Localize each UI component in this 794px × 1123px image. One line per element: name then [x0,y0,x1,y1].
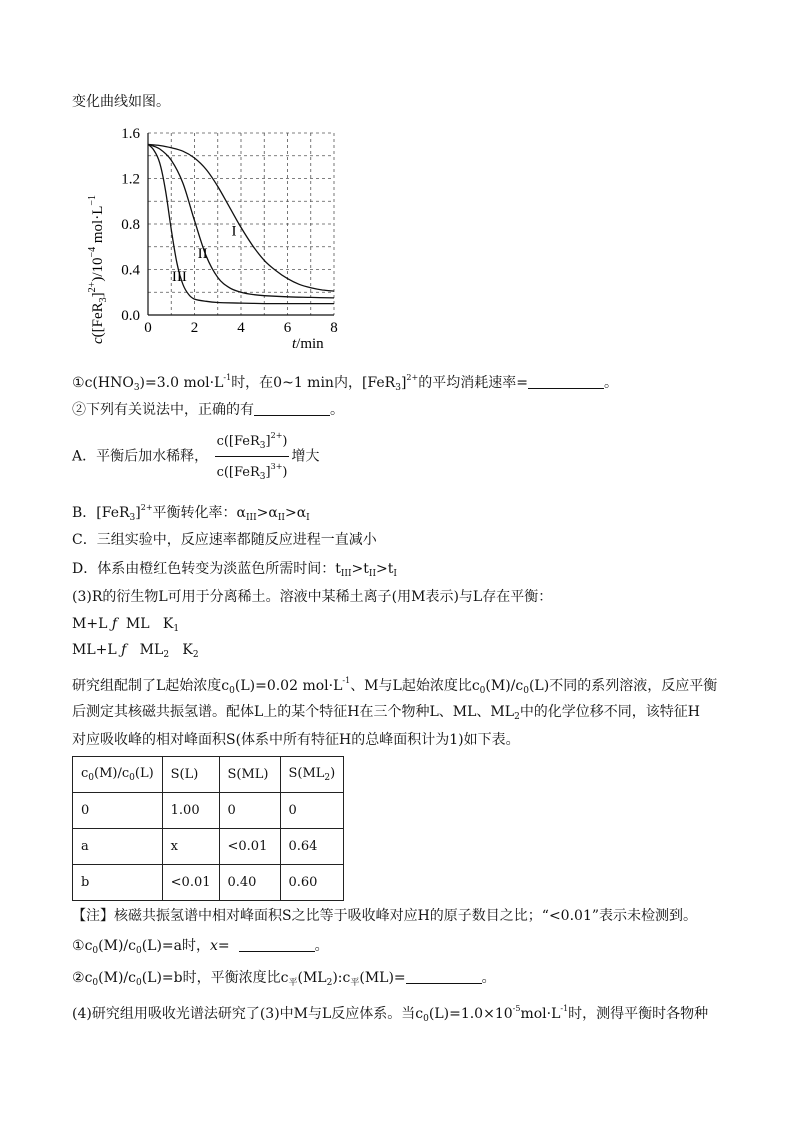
x-tick-label: 4 [237,320,245,336]
answer-blank-4[interactable] [406,969,482,984]
question-b: $②c_0(M)/c_0(L)=b$时，平衡浓度比$c_平(ML_2):c_平(ML)=$ 。 [72,970,496,988]
question-a: $①c_0(M)/c_0(L)=a$时，x= 。 [72,938,329,956]
concentration-time-chart [72,122,362,358]
y-axis-label: $c([FeR_3]^{2+})/10^{-4}$ $mol\cdot L^{-1}$ [87,194,109,344]
intro-text: 变化曲线如图。 [72,94,170,110]
answer-blank-2[interactable] [254,401,330,416]
x-tick-label: 2 [190,320,199,336]
x-axis-label: t/min [292,336,324,352]
option-b: B．$[FeR_3]^{2+}$平衡转化率：$\alpha_{III}>\alpha_{II}>\alpha_I$ [72,503,310,523]
header-s-l: S(L) [162,757,219,793]
option-a: A．平衡后加水稀释， $\frac{c([FeR_3]^{2+})}{c([FeR_3]^{3+})}$ 增大 [72,428,319,485]
paragraph-1: 研究组配制了L起始浓度$c_0(L)=0.02$ $mol\cdot L^{-1}$、M与L起始浓度比$c_0(M)/c_0(L)$不同的系列溶液，反应平衡 [72,676,718,696]
answer-blank-1[interactable] [528,374,604,389]
question-1: $①c(HNO_3)=3.0$ $mol\cdot L^{-1}$时，在0~1 min内，$[FeR_3]^{2+}$的平均消耗速率= 。 [72,373,618,393]
chart-grid [148,133,334,315]
y-tick-label: 0.8 [121,217,140,233]
table-row: a x <0.01 0.64 [73,829,344,865]
table-row: 0 1.00 0 0 [73,793,344,829]
note-text: 【注】核磁共振氢谱中相对峰面积S之比等于吸收峰对应H的原子数目之比；“<0.01”表示未检测到。 [72,908,698,924]
y-tick-label: 1.2 [121,171,140,188]
option-d: D．体系由橙红色转变为淡蓝色所需时间：$t_{III}>t_{II}>t_I$ [72,561,397,579]
series-label-i: I [231,223,237,240]
option-c: C．三组实验中，反应速率都随反应进程一直减小 [72,532,377,548]
x-tick-label: 8 [330,320,338,336]
series-label-ii: II [197,246,208,263]
header-ratio: $c_0(M)/c_0(L)$ [73,757,163,793]
peak-area-table [72,756,344,901]
ratio-fraction: $\frac{c([FeR_3]^{2+})}{c([FeR_3]^{3+})}$ [215,428,290,485]
header-s-ml: S(ML) [219,757,280,793]
x-tick-label: 0 [144,320,152,336]
paragraph-3: 对应吸收峰的相对峰面积S(体系中所有特征H的总峰面积计为1)如下表。 [72,732,520,748]
y-tick-label: 0.4 [121,262,140,279]
chart-tick-labels [121,126,338,336]
header-s-ml2: $S(ML_2)$ [280,757,344,793]
part-3-intro: (3)R的衍生物L可用于分离稀土。溶液中某稀土离子(用M表示)与L存在平衡： [72,589,553,605]
table-row: b <0.01 0.40 0.60 [73,865,344,901]
chart-series-labels [172,223,237,285]
paragraph-2: 后测定其核磁共振氢谱。配体L上的某个特征H在三个物种L、ML、$ML_2$中的化学位移不同，该特征H [72,704,701,722]
equilibrium-1: M+L ƒ ML $K_1$ [72,616,180,634]
part-4: (4)研究组用吸收光谱法研究了(3)中M与L反应体系。当$c_0(L)=1.0\times 10^{-5}mol\cdot L^{-1}$时，测得平衡时各物种 [72,1004,709,1024]
y-tick-label: 0.0 [121,308,140,324]
equilibrium-2: ML+L ƒ $ML_2$ $K_2$ [72,642,199,660]
question-2: ②下列有关说法中，正确的有 。 [72,402,344,418]
x-tick-label: 6 [283,320,292,336]
answer-blank-3[interactable] [239,937,315,952]
table-header-row [73,757,344,793]
y-tick-label: 1.6 [121,126,140,142]
series-label-iii: III [171,268,187,285]
